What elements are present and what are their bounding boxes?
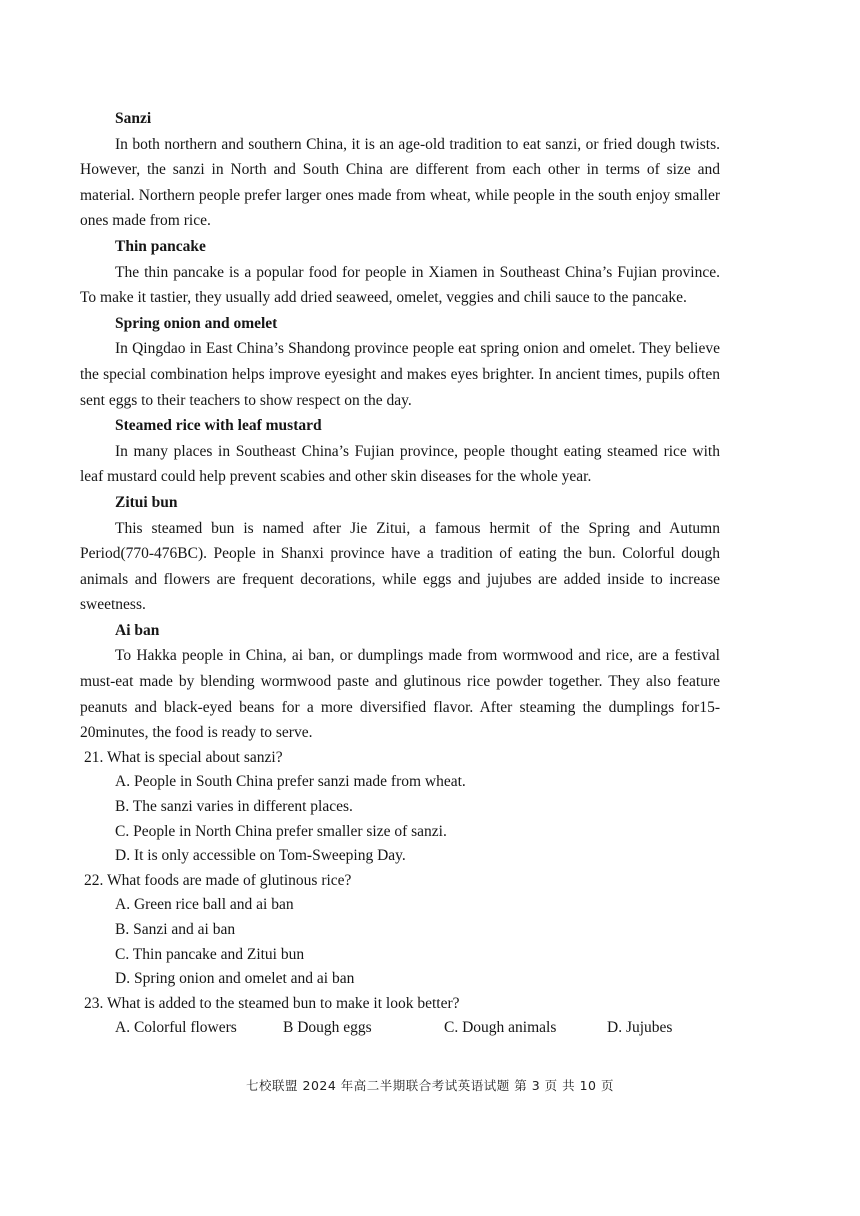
option-a: A. People in South China prefer sanzi made from wheat. — [115, 773, 466, 791]
option-c: C. Dough animals — [444, 1019, 557, 1037]
section-heading: Steamed rice with leaf mustard — [115, 417, 322, 435]
section-spring-onion — [80, 311, 720, 413]
option-a: A. Colorful flowers — [115, 1019, 237, 1037]
option-b: B. The sanzi varies in different places. — [115, 798, 353, 816]
page-footer: 七校联盟 2024 年高二半期联合考试英语试题 第 3 页 共 10 页 — [246, 1078, 614, 1093]
section-zitui-bun — [80, 490, 720, 618]
section-heading: Zitui bun — [115, 493, 178, 511]
section-text: In both northern and southern China, it is an age-old tradition to eat sanzi, or fried dough twists. However, the sanzi in North and South China are different from each other in terms of size and material. Northern people prefer larger ones made from wheat, while people in the south enjoy smaller ones made from rice. — [80, 135, 720, 230]
option-c: C. People in North China prefer smaller size of sanzi. — [115, 822, 447, 840]
section-heading: Sanzi — [115, 110, 152, 127]
question-21 — [80, 746, 720, 869]
section-text: The thin pancake is a popular food for people in Xiamen in Southeast China’s Fujian province. To make it tastier, they usually add dried seaweed, omelet, veggies and chili sauce to the pancake. — [80, 263, 720, 307]
option-d: D. It is only accessible on Tom-Sweeping Day. — [115, 847, 406, 865]
option-row — [80, 1016, 720, 1041]
option-c: C. Thin pancake and Zitui bun — [115, 945, 305, 963]
reading-passage — [80, 106, 720, 1041]
section-text: In many places in Southeast China’s Fujian province, people thought eating steamed rice with leaf mustard could help prevent scabies and other skin diseases for the whole year. — [80, 442, 720, 486]
question-23 — [80, 992, 720, 1041]
section-text: In Qingdao in East China’s Shandong province people eat spring onion and omelet. They believe the special combination helps improve eyesight and makes eyes brighter. In ancient times, pupils often sent eggs to their teachers to show respect on the day. — [80, 340, 720, 409]
section-steamed-rice — [80, 413, 720, 490]
option-a: A. Green rice ball and ai ban — [115, 896, 294, 914]
section-sanzi — [80, 106, 720, 234]
section-heading: Ai ban — [115, 621, 160, 639]
option-d: D. Spring onion and omelet and ai ban — [115, 970, 355, 988]
question-stem: 21. What is special about sanzi? — [84, 748, 283, 766]
question-stem: 22. What foods are made of glutinous rice? — [84, 871, 352, 889]
section-heading: Thin pancake — [115, 237, 206, 255]
section-text: To Hakka people in China, ai ban, or dumplings made from wormwood and rice, are a festival must-eat made by blending wormwood paste and glutinous rice powder together. They also feature peanuts and black-eyed beans for a more diversified flavor. After steaming the dumplings for15-20minutes, the food is ready to serve. — [80, 647, 720, 742]
option-d: D. Jujubes — [607, 1019, 673, 1037]
question-stem: 23. What is added to the steamed bun to make it look better? — [84, 994, 460, 1012]
option-b: B. Sanzi and ai ban — [115, 921, 236, 938]
section-ai-ban — [80, 618, 720, 746]
section-text: This steamed bun is named after Jie Zitui, a famous hermit of the Spring and Autumn Period(770-476BC). People in Shanxi province have a tradition of eating the bun. Colorful dough animals and flowers are frequent decorations, while eggs and jujubes are added inside to increase sweetness. — [80, 519, 720, 614]
section-thin-pancake — [80, 234, 720, 311]
question-22 — [80, 869, 720, 992]
option-b: B Dough eggs — [283, 1019, 372, 1037]
section-heading: Spring onion and omelet — [115, 314, 278, 332]
